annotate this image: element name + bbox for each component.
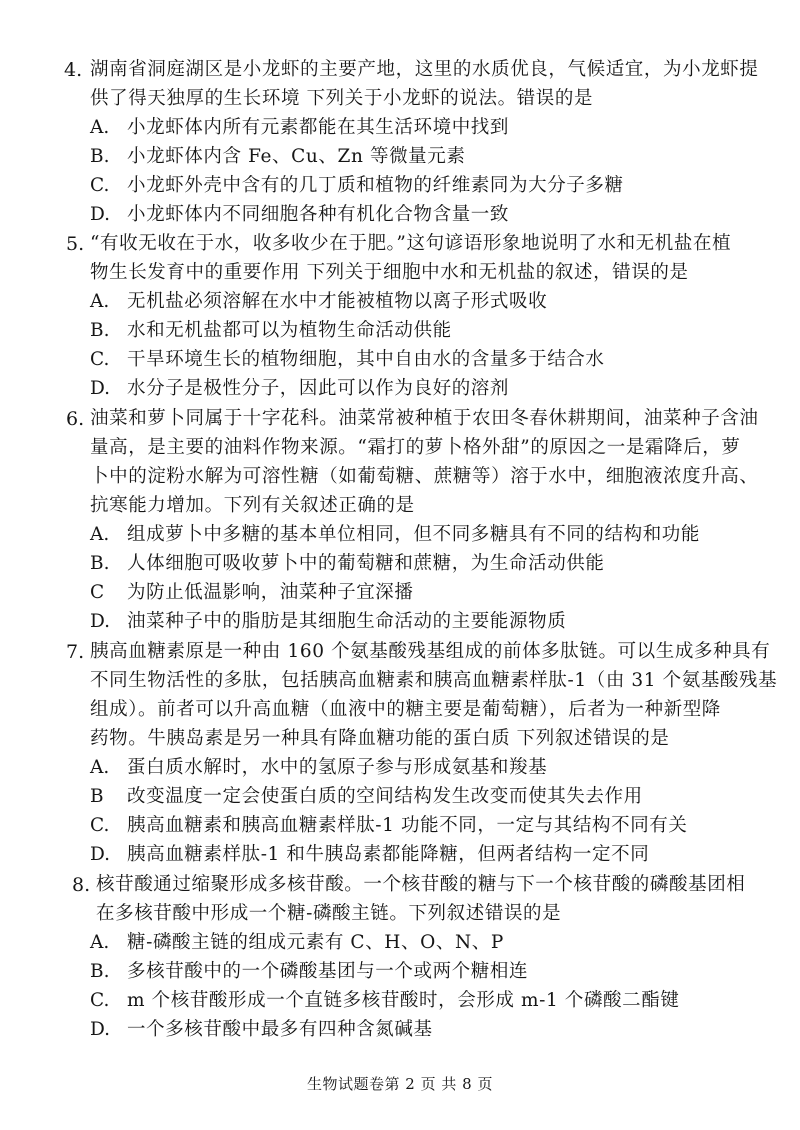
option-letter: A. bbox=[90, 932, 110, 953]
option-text: 多核苷酸中的一个磷酸基团与一个或两个糖相连 bbox=[127, 961, 529, 982]
option-letter: D. bbox=[90, 1019, 111, 1040]
option-letter: C. bbox=[90, 815, 110, 836]
option-text: m 个核苷酸形成一个直链多核苷酸时，会形成 m-1 个磷酸二酯键 bbox=[127, 990, 680, 1011]
question-stem-line: 核苷酸通过缩聚形成多核苷酸。一个核苷酸的糖与下一个核苷酸的磷酸基团相 bbox=[96, 874, 746, 895]
option-letter: B. bbox=[90, 961, 110, 982]
question-stem-line: 不同生物活性的多肽，包括胰高血糖素和胰高血糖素样肽-1（由 31 个氨基酸残基 bbox=[90, 670, 778, 691]
option-letter: D. bbox=[90, 378, 111, 399]
question-stem-line: 物生长发育中的重要作用 下列关于细胞中水和无机盐的叙述，错误的是 bbox=[90, 262, 689, 283]
option-text: 胰高血糖素和胰高血糖素样肽-1 功能不同，一定与其结构不同有关 bbox=[127, 815, 688, 836]
question-stem-line: 组成）。前者可以升高血糖（血液中的糖主要是葡萄糖），后者为一种新型降 bbox=[90, 699, 721, 720]
question-stem-line: 油菜和萝卜同属于十字花科。油菜常被种植于农田冬春休耕期间，油菜种子含油 bbox=[90, 408, 759, 429]
option-text: 组成萝卜中多糖的基本单位相同，但不同多糖具有不同的结构和功能 bbox=[127, 524, 701, 545]
option-letter: A. bbox=[90, 117, 110, 138]
option-letter: B. bbox=[90, 146, 110, 167]
option-letter: A. bbox=[90, 757, 110, 778]
option-text: 人体细胞可吸收萝卜中的葡萄糖和蔗糖，为生命活动供能 bbox=[127, 553, 605, 574]
option-text: 小龙虾外壳中含有的几丁质和植物的纤维素同为大分子多糖 bbox=[127, 175, 624, 196]
question-stem-line: 药物。牛胰岛素是另一种具有降血糖功能的蛋白质 下列叙述错误的是 bbox=[90, 728, 670, 749]
option-text: 糖-磷酸主链的组成元素有 C、H、O、N、P bbox=[127, 932, 504, 953]
option-letter: B bbox=[90, 786, 104, 807]
question-stem-line: 在多核苷酸中形成一个糖-磷酸主链。下列叙述错误的是 bbox=[96, 903, 562, 924]
option-letter: B. bbox=[90, 553, 110, 574]
question-stem-line: “有收无收在于水，收多收少在于肥。”这句谚语形象地说明了水和无机盐在植 bbox=[90, 233, 732, 254]
question-stem-line: 胰高血糖素原是一种由 160 个氨基酸残基组成的前体多肽链。可以生成多种具有 bbox=[90, 641, 771, 662]
question-number: 7. bbox=[66, 641, 85, 663]
option-text: 水分子是极性分子，因此可以作为良好的溶剂 bbox=[127, 378, 510, 399]
option-letter: C. bbox=[90, 990, 110, 1011]
option-letter: C bbox=[90, 582, 105, 603]
option-text: 小龙虾体内含 Fe、Cu、Zn 等微量元素 bbox=[127, 146, 466, 167]
question-number: 8. bbox=[72, 874, 91, 896]
option-letter: C. bbox=[90, 349, 110, 370]
option-text: 蛋白质水解时，水中的氢原子参与形成氨基和羧基 bbox=[127, 757, 548, 778]
option-letter: A. bbox=[90, 291, 110, 312]
option-text: 干旱环境生长的植物细胞，其中自由水的含量多于结合水 bbox=[127, 349, 605, 370]
option-text: 水和无机盐都可以为植物生命活动供能 bbox=[127, 320, 452, 341]
option-letter: D. bbox=[90, 844, 111, 865]
option-text: 无机盐必须溶解在水中才能被植物以离子形式吸收 bbox=[127, 291, 548, 312]
option-text: 小龙虾体内不同细胞各种有机化合物含量一致 bbox=[127, 204, 510, 225]
option-letter: D. bbox=[90, 204, 111, 225]
option-letter: A. bbox=[90, 524, 110, 545]
question-stem-line: 抗寒能力增加。下列有关叙述正确的是 bbox=[90, 495, 415, 516]
question-number: 5. bbox=[66, 233, 85, 255]
option-text: 胰高血糖素样肽-1 和牛胰岛素都能降糖，但两者结构一定不同 bbox=[127, 844, 650, 865]
option-letter: C. bbox=[90, 175, 110, 196]
option-text: 一个多核苷酸中最多有四种含氮碱基 bbox=[127, 1019, 433, 1040]
page-footer: 生物试题卷第 2 页 共 8 页 bbox=[307, 1075, 493, 1093]
question-number: 4. bbox=[64, 59, 83, 81]
question-stem-line: 量高，是主要的油料作物来源。“霜打的萝卜格外甜”的原因之一是霜降后，萝 bbox=[90, 437, 741, 458]
question-stem-line: 卜中的淀粉水解为可溶性糖（如葡萄糖、蔗糖等）溶于水中，细胞液浓度升高、 bbox=[90, 466, 759, 487]
question-stem-line: 供了得天独厚的生长环境 下列关于小龙虾的说法。错误的是 bbox=[90, 88, 594, 109]
option-letter: D. bbox=[90, 611, 111, 632]
option-letter: B. bbox=[90, 320, 110, 341]
option-text: 小龙虾体内所有元素都能在其生活环境中找到 bbox=[127, 117, 510, 138]
option-text: 改变温度一定会使蛋白质的空间结构发生改变而使其失去作用 bbox=[127, 786, 643, 807]
question-stem-line: 湖南省洞庭湖区是小龙虾的主要产地，这里的水质优良，气候适宜，为小龙虾提 bbox=[90, 59, 759, 80]
option-text: 为防止低温影响，油菜种子宜深播 bbox=[127, 582, 414, 603]
question-number: 6. bbox=[66, 408, 85, 430]
option-text: 油菜种子中的脂肪是其细胞生命活动的主要能源物质 bbox=[127, 611, 567, 632]
